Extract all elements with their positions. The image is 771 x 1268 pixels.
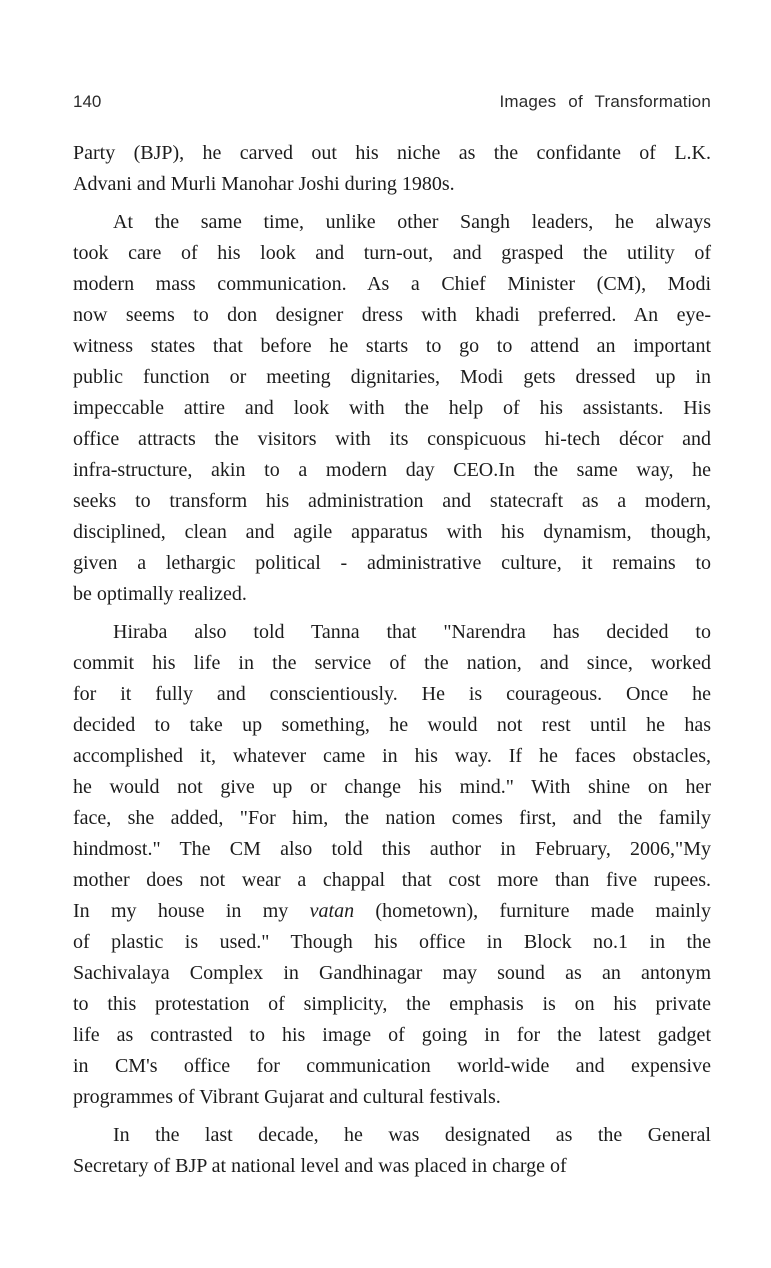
- text-line: he would not give up or change his mind." With shine on her: [73, 776, 711, 798]
- text-line: programmes of Vibrant Gujarat and cultural festivals.: [73, 1086, 501, 1108]
- text-line: mother does not wear a chappal that cost more than five rupees.: [73, 869, 711, 891]
- text-line: decided to take up something, he would not rest until he has: [73, 714, 711, 736]
- text-line: witness states that before he starts to go to attend an important: [73, 335, 711, 357]
- page-content: [73, 0, 711, 1182]
- text-line: hindmost." The CM also told this author in February, 2006,"My: [73, 838, 711, 860]
- page-number: 140: [73, 92, 102, 111]
- text-line: Secretary of BJP at national level and was placed in charge of: [73, 1155, 567, 1177]
- paragraph: [73, 207, 711, 610]
- paragraph: [73, 138, 711, 200]
- text-line: Hiraba also told Tanna that "Narendra has decided to: [113, 621, 711, 643]
- text-line: face, she added, "For him, the nation comes first, and the family: [73, 807, 711, 829]
- text-line: accomplished it, whatever came in his way. If he faces obstacles,: [73, 745, 711, 767]
- text-line: to this protestation of simplicity, the emphasis is on his private: [73, 993, 711, 1015]
- text-line: life as contrasted to his image of going in for the latest gadget: [73, 1024, 711, 1046]
- paragraph: [73, 1120, 711, 1182]
- text-line: took care of his look and turn-out, and grasped the utility of: [73, 242, 711, 264]
- text-line: Sachivalaya Complex in Gandhinagar may sound as an antonym: [73, 962, 711, 984]
- text-line: given a lethargic political - administrative culture, it remains to: [73, 552, 711, 574]
- text-line: infra-structure, akin to a modern day CEO.In the same way, he: [73, 459, 711, 481]
- text-line: modern mass communication. As a Chief Minister (CM), Modi: [73, 273, 711, 295]
- text-line: At the same time, unlike other Sangh leaders, he always: [113, 211, 711, 233]
- text-line: in CM's office for communication world-wide and expensive: [73, 1055, 711, 1077]
- text-line: for it fully and conscientiously. He is courageous. Once he: [73, 683, 711, 705]
- running-title: Images of Transformation: [499, 92, 711, 111]
- text-line: Advani and Murli Manohar Joshi during 1980s.: [73, 173, 455, 195]
- page-header: [73, 92, 711, 112]
- text-line: impeccable attire and look with the help of his assistants. His: [73, 397, 711, 419]
- text-line: commit his life in the service of the nation, and since, worked: [73, 652, 711, 674]
- paragraph: [73, 617, 711, 1113]
- text-line: be optimally realized.: [73, 583, 247, 605]
- text-line: In the last decade, he was designated as the General: [113, 1124, 711, 1146]
- text-line: office attracts the visitors with its conspicuous hi-tech décor and: [73, 428, 711, 450]
- body-text: [73, 138, 711, 1182]
- text-line: public function or meeting dignitaries, Modi gets dressed up in: [73, 366, 711, 388]
- text-line: now seems to don designer dress with khadi preferred. An eye-: [73, 304, 711, 326]
- text-line: seeks to transform his administration and statecraft as a modern,: [73, 490, 711, 512]
- text-line: Party (BJP), he carved out his niche as the confidante of L.K.: [73, 142, 711, 164]
- text-line: of plastic is used." Though his office in Block no.1 in the: [73, 931, 711, 953]
- text-line: disciplined, clean and agile apparatus with his dynamism, though,: [73, 521, 711, 543]
- text-line: In my house in my vatan (hometown), furniture made mainly: [73, 900, 711, 922]
